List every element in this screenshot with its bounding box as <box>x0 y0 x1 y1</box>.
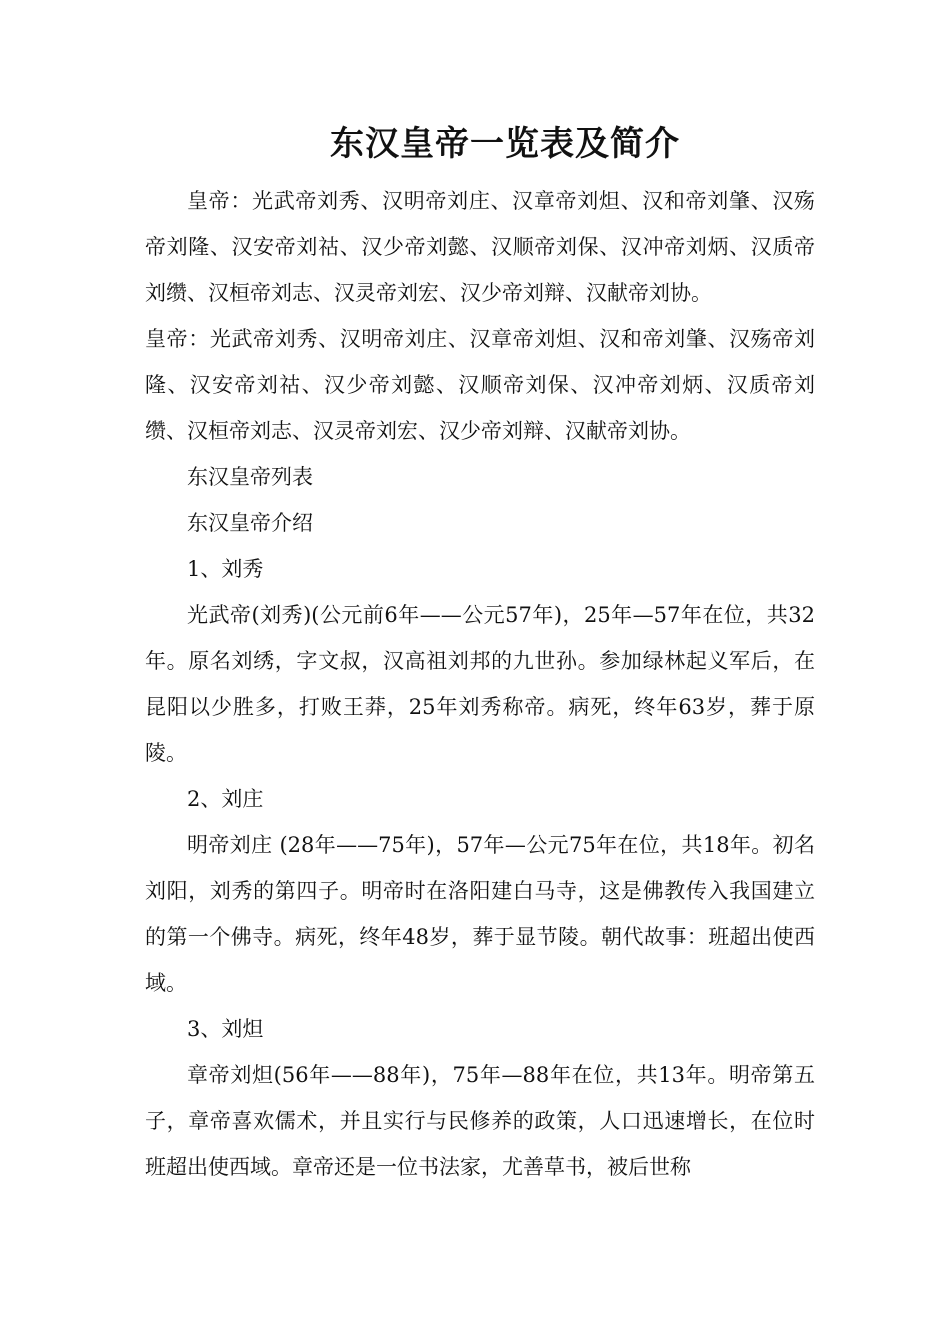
heading-emperor-table: 东汉皇帝列表 <box>187 465 313 489</box>
document-body <box>145 178 815 1190</box>
heading-liu-zhuang: 2、刘庄 <box>187 787 264 811</box>
heading-liu-da: 3、刘炟 <box>187 1017 264 1041</box>
paragraph-emperor-list: 皇帝：光武帝刘秀、汉明帝刘庄、汉章帝刘炟、汉和帝刘肇、汉殇帝刘隆、汉安帝刘祜、汉少帝刘懿、汉顺帝刘保、汉冲帝刘炳、汉质帝刘缵、汉桓帝刘志、汉灵帝刘宏、汉少帝刘辩、汉献帝刘协。 <box>145 189 815 305</box>
document-title: 东汉皇帝一览表及简介 <box>330 124 680 164</box>
paragraph-liu-da: 章帝刘炟(56年——88年)，75年—88年在位，共13年。明帝第五子，章帝喜欢儒术，并且实行与民修养的政策，人口迅速增长，在位时班超出使西域。章帝还是一位书法家，尤善草书，被后世称 <box>145 1063 815 1179</box>
paragraph-liu-zhuang: 明帝刘庄 (28年——75年)，57年—公元75年在位，共18年。初名刘阳，刘秀的第四子。明帝时在洛阳建白马寺，这是佛教传入我国建立的第一个佛寺。病死，终年48岁，葬于显节陵。朝代故事：班超出使西域。 <box>145 833 815 995</box>
paragraph-liu-xiu: 光武帝(刘秀)(公元前6年——公元57年)，25年—57年在位，共32年。原名刘绣，字文叔，汉高祖刘邦的九世孙。参加绿林起义军后，在昆阳以少胜多，打败王莽，25年刘秀称帝。病死，终年63岁，葬于原陵。 <box>145 603 815 765</box>
heading-liu-xiu: 1、刘秀 <box>187 557 264 581</box>
paragraph-emperor-list-repeat: 皇帝：光武帝刘秀、汉明帝刘庄、汉章帝刘炟、汉和帝刘肇、汉殇帝刘隆、汉安帝刘祜、汉少帝刘懿、汉顺帝刘保、汉冲帝刘炳、汉质帝刘缵、汉桓帝刘志、汉灵帝刘宏、汉少帝刘辩、汉献帝刘协。 <box>145 327 815 443</box>
heading-emperor-intro: 东汉皇帝介绍 <box>187 511 313 535</box>
